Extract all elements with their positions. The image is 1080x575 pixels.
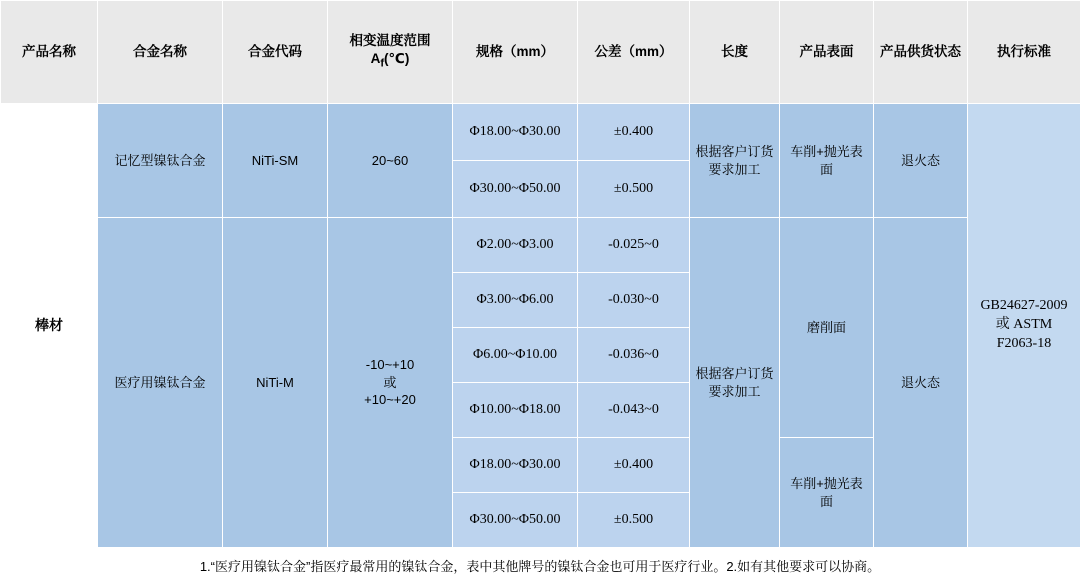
cell-category-bar: 棒材 <box>1 104 98 548</box>
af-line1: -10~+10 <box>332 356 448 374</box>
header-alloy-code: 合金代码 <box>223 1 328 104</box>
cell-tolerance: ±0.400 <box>578 438 690 493</box>
header-standard: 执行标准 <box>968 1 1080 104</box>
standard-line1: GB24627-2009 <box>972 297 1076 316</box>
cell-af-range-sm: 20~60 <box>328 104 453 218</box>
header-delivery-state: 产品供货状态 <box>874 1 968 104</box>
cell-tolerance: -0.025~0 <box>578 218 690 273</box>
cell-spec: Φ3.00~Φ6.00 <box>453 273 578 328</box>
cell-tolerance: -0.036~0 <box>578 328 690 383</box>
cell-spec: Φ18.00~Φ30.00 <box>453 104 578 161</box>
cell-delivery-sm: 退火态 <box>874 104 968 218</box>
cell-tolerance: ±0.400 <box>578 104 690 161</box>
cell-spec: Φ30.00~Φ50.00 <box>453 161 578 218</box>
cell-af-range-m <box>328 218 453 548</box>
header-tolerance: 公差（mm） <box>578 1 690 104</box>
cell-surface-sm: 车削+抛光表面 <box>780 104 874 218</box>
cell-tolerance: -0.030~0 <box>578 273 690 328</box>
cell-tolerance: ±0.500 <box>578 493 690 548</box>
cell-surface-turn-polish: 车削+抛光表面 <box>780 438 874 548</box>
table-row <box>1 104 1080 161</box>
header-surface: 产品表面 <box>780 1 874 104</box>
header-alloy-name: 合金名称 <box>98 1 223 104</box>
table-row <box>1 218 1080 273</box>
cell-surface-grind: 磨削面 <box>780 218 874 438</box>
cell-tolerance: ±0.500 <box>578 161 690 218</box>
cell-standard <box>968 104 1080 548</box>
cell-spec: Φ30.00~Φ50.00 <box>453 493 578 548</box>
cell-spec: Φ2.00~Φ3.00 <box>453 218 578 273</box>
cell-length-sm: 根据客户订货要求加工 <box>690 104 780 218</box>
cell-alloy-name-m: 医疗用镍钛合金 <box>98 218 223 548</box>
table-header-row <box>1 1 1080 104</box>
header-af-unit: (℃) <box>384 51 409 66</box>
cell-alloy-code-m: NiTi-M <box>223 218 328 548</box>
cell-tolerance: -0.043~0 <box>578 383 690 438</box>
header-af-line1: 相变温度范围 <box>332 32 448 50</box>
cell-alloy-name-sm: 记忆型镍钛合金 <box>98 104 223 218</box>
standard-line2: 或 ASTM <box>972 316 1076 335</box>
cell-length-m: 根据客户订货要求加工 <box>690 218 780 548</box>
cell-delivery-m: 退火态 <box>874 218 968 548</box>
header-af-subscript: f <box>380 58 384 70</box>
table-footnote: 1.“医疗用镍钛合金”指医疗最常用的镍钛合金，表中其他牌号的镍钛合金也可用于医疗行业。2.如有其他要求可以协商。 <box>0 556 1080 575</box>
standard-line3: F2063-18 <box>972 335 1076 354</box>
header-product-name: 产品名称 <box>1 1 98 104</box>
header-spec: 规格（mm） <box>453 1 578 104</box>
header-af-symbol: A <box>371 51 381 66</box>
cell-spec: Φ6.00~Φ10.00 <box>453 328 578 383</box>
header-length: 长度 <box>690 1 780 104</box>
header-af-range <box>328 1 453 104</box>
cell-alloy-code-sm: NiTi-SM <box>223 104 328 218</box>
af-line2: 或 <box>332 374 448 392</box>
af-line3: +10~+20 <box>332 391 448 409</box>
cell-spec: Φ18.00~Φ30.00 <box>453 438 578 493</box>
cell-spec: Φ10.00~Φ18.00 <box>453 383 578 438</box>
